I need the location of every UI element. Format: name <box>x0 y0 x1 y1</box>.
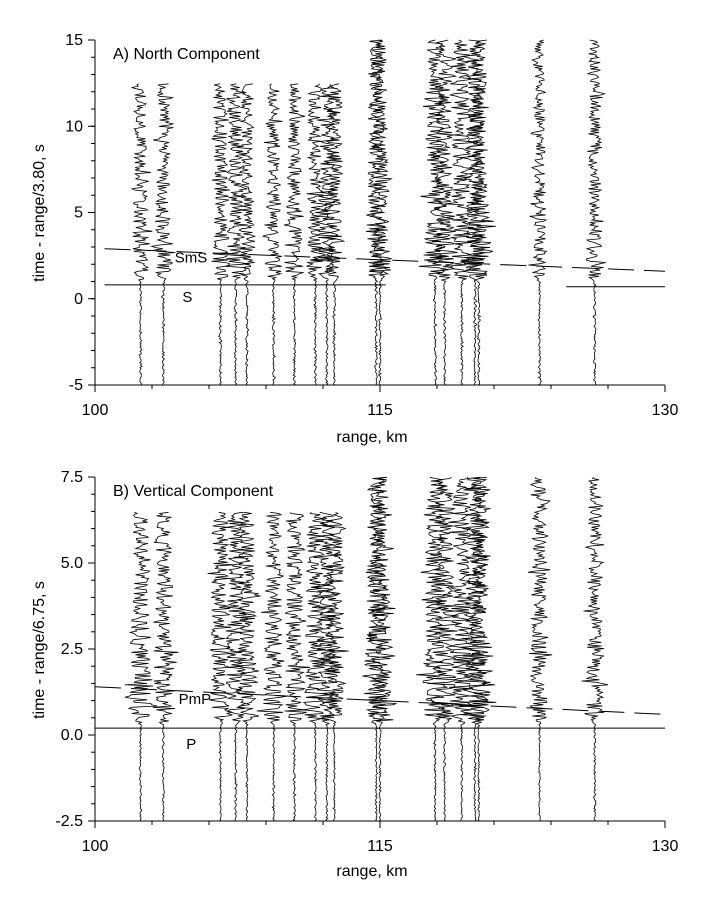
north-seismogram-trace <box>443 40 475 385</box>
vertical-x-axis-title: range, km <box>336 863 408 880</box>
vertical-p-label: P <box>186 735 197 753</box>
north-seismogram-trace <box>528 40 546 385</box>
north-seismogram-trace <box>132 84 153 385</box>
vertical-seismogram-trace <box>528 477 552 821</box>
north-seismogram-trace <box>323 84 344 385</box>
north-y-tick-label: -5 <box>68 377 83 394</box>
north-seismogram-trace <box>152 84 176 385</box>
vertical-seismogram-trace <box>257 512 288 821</box>
vertical-y-tick-label: -2.5 <box>55 813 83 830</box>
north-seismogram-trace <box>366 40 391 385</box>
vertical-x-tick-label: 130 <box>651 838 679 855</box>
north-traces <box>132 40 606 385</box>
vertical-x-tick-label: 115 <box>367 838 393 855</box>
north-seismogram-trace <box>284 84 305 385</box>
north-x-tick-label: 130 <box>651 402 679 419</box>
vertical-x-tick-label: 100 <box>81 838 109 855</box>
north-component-panel <box>31 32 678 446</box>
vertical-y-tick-label: 7.5 <box>60 469 83 486</box>
vertical-seismogram-trace <box>125 512 157 821</box>
north-sms-label: SmS <box>174 249 208 267</box>
north-seismogram-trace <box>307 84 328 385</box>
vertical-traces <box>125 477 608 821</box>
north-seismogram-trace <box>212 84 231 385</box>
north-x-axis-title: range, km <box>336 429 408 446</box>
vertical-y-tick-label: 2.5 <box>60 641 83 658</box>
vertical-seismogram-trace <box>284 512 310 821</box>
north-seismogram-trace <box>366 40 391 385</box>
north-x-tick-label: 115 <box>367 402 393 419</box>
vertical-y-axis-title: time - range/6.75, s <box>31 581 48 719</box>
north-s-label: S <box>182 289 193 307</box>
north-y-tick-label: 5 <box>74 204 83 222</box>
north-x-tick-label: 100 <box>81 402 109 419</box>
north-y-tick-label: 0 <box>74 290 83 308</box>
north-seismogram-trace <box>419 40 448 385</box>
north-seismogram-trace <box>586 40 606 385</box>
vertical-ticks <box>55 469 678 855</box>
north-seismogram-trace <box>463 40 495 385</box>
vertical-seismogram-trace <box>582 477 608 821</box>
vertical-panel-title: B) Vertical Component <box>113 483 274 500</box>
vertical-seismogram-trace <box>153 512 179 821</box>
vertical-y-tick-label: 0.0 <box>60 727 83 744</box>
north-y-axis-title: time - range/3.80, s <box>31 144 48 282</box>
north-y-tick-label: 10 <box>65 118 83 136</box>
north-seismogram-trace <box>263 84 283 385</box>
vertical-y-tick-label: 5.0 <box>60 555 83 572</box>
north-panel-title: A) North Component <box>113 46 260 63</box>
north-y-tick-label: 15 <box>65 32 83 49</box>
vertical-pmp-label: PmP <box>178 691 212 708</box>
vertical-component-panel <box>31 469 678 880</box>
